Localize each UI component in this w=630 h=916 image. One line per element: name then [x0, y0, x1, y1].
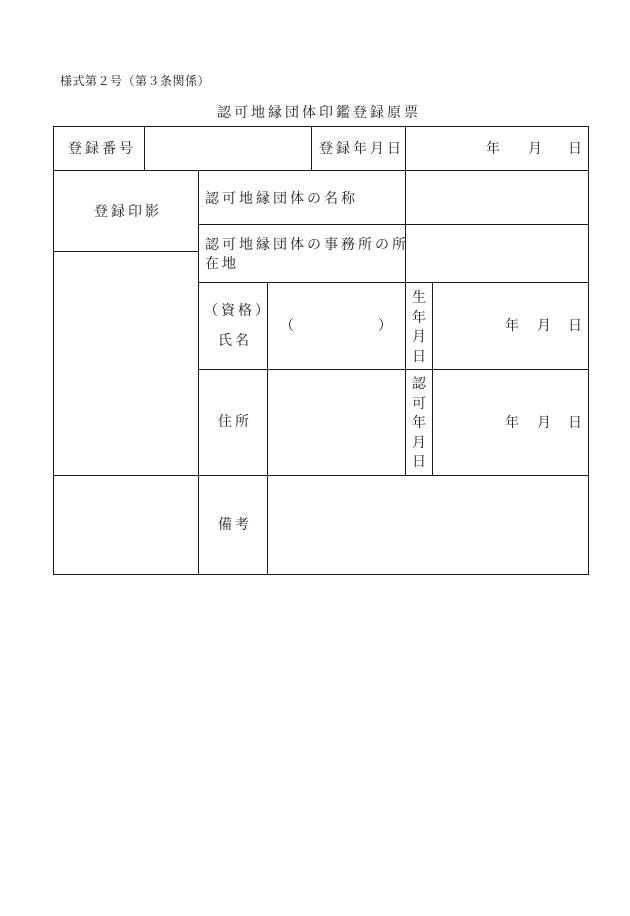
org-office-label-line1: 認可地縁団体の事務所の所 — [205, 237, 409, 253]
registration-number-label: 登録番号 — [68, 141, 136, 157]
row1-divider — [53, 170, 589, 171]
form-title: 認可地縁団体印鑑登録原票 — [217, 105, 421, 121]
table-border-right — [588, 126, 589, 575]
name-row-bottom — [198, 224, 589, 225]
office-row-bottom — [198, 282, 589, 283]
representative-name-label: 氏名 — [218, 333, 252, 349]
table-border-top — [53, 126, 589, 127]
rep-date-label-right — [432, 282, 433, 476]
birth-date-year: 年 — [505, 318, 519, 334]
approval-date-month: 月 — [537, 415, 551, 431]
birth-date-day: 日 — [568, 318, 582, 334]
org-office-label-line2: 在地 — [205, 256, 239, 272]
qualification-paren-open: （ — [280, 318, 297, 334]
birth-date-month: 月 — [537, 318, 551, 334]
seal-impression-label: 登録印影 — [94, 204, 162, 220]
seal-cell-bottom — [53, 251, 199, 252]
rep-date-label-left — [405, 282, 406, 476]
table-border-left — [53, 126, 54, 575]
row1-divider-v1 — [144, 126, 145, 171]
registration-date-year: 年 — [486, 141, 500, 157]
form-number-note: 様式第２号（第３条関係） — [60, 74, 211, 88]
org-name-label: 認可地縁団体の名称 — [205, 191, 358, 207]
row1-divider-v3 — [405, 126, 406, 171]
org-value-divider — [405, 170, 406, 283]
qualification-label: （資格） — [204, 303, 272, 319]
registration-date-day: 日 — [568, 141, 582, 157]
approval-date-label: 認 可 年 月 日 — [412, 376, 426, 470]
approval-date-day: 日 — [568, 415, 582, 431]
table-border-bottom — [53, 574, 589, 575]
left-column-divider — [198, 170, 199, 575]
row1-divider-v2 — [311, 126, 312, 171]
rep-row-divider — [198, 369, 589, 370]
approval-date-year: 年 — [505, 415, 519, 431]
rep-label-divider — [267, 282, 268, 575]
remarks-row-top — [53, 475, 589, 476]
registration-date-label: 登録年月日 — [319, 141, 404, 157]
qualification-paren-close: ） — [378, 318, 395, 334]
remarks-label: 備考 — [218, 517, 252, 533]
registration-date-month: 月 — [528, 141, 542, 157]
birth-date-label: 生 年 月 日 — [412, 290, 426, 365]
address-label: 住所 — [218, 414, 252, 430]
